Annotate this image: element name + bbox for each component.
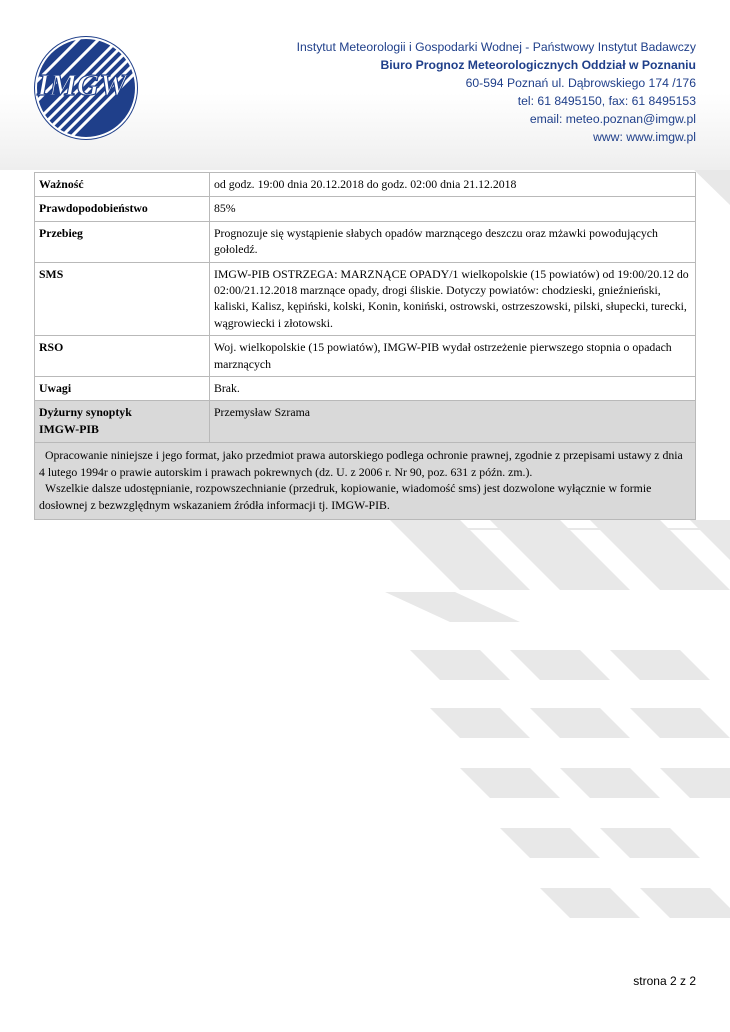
institute-header [297,38,696,146]
copyright-note [35,443,696,520]
imgw-logo [33,35,139,141]
remarks-label: Uwagi [35,377,210,401]
copyright-paragraph-2: Wszelkie dalsze udostępnianie, rozpowszechnianie (przedruk, kopiowanie, wiadomość sms) jest dozwolone wyłącznie w formie dosłownej z bezwzględnym wskazaniem źródła informacji tj. IMGW-PIB. [39,481,652,512]
table-row-sms [35,262,696,336]
duty-label [35,401,210,443]
sms-label: SMS [35,262,210,336]
course-value: Prognozuje się wystąpienie słabych opadów marznącego deszczu oraz mżawki powodujących gołoledź. [210,221,696,262]
office-address: 60-594 Poznań ul. Dąbrowskiego 174 /176 [465,76,696,90]
table-row-rso [35,336,696,377]
probability-label: Prawdopodobieństwo [35,197,210,221]
copyright-paragraph-1: Opracowanie niniejsze i jego format, jako przedmiot prawa autorskiego podlega ochronie prawnej, zgodnie z przepisami ustawy z dnia 4 lutego 1994r o prawie autorskim i prawach pokrewnych (dz. U. z 2006 r. Nr 90, poz. 631 z późn. zm.). [39,448,683,479]
office-phone: tel: 61 8495150, fax: 61 8495153 [517,94,696,108]
duty-value: Przemysław Szrama [210,401,696,443]
logo-text: IMGW [37,67,127,102]
table-row-remarks [35,377,696,401]
table-row-duty [35,401,696,443]
institute-name: Instytut Meteorologii i Gospodarki Wodnej - Państwowy Instytut Badawczy [296,40,696,54]
table-row-validity [35,173,696,197]
table-row-copyright [35,443,696,520]
table-row-course [35,221,696,262]
remarks-value: Brak. [210,377,696,401]
validity-value: od godz. 19:00 dnia 20.12.2018 do godz. 02:00 dnia 21.12.2018 [210,173,696,197]
warning-table [34,172,696,520]
validity-label: Ważność [35,173,210,197]
rso-label: RSO [35,336,210,377]
office-website[interactable]: www: www.imgw.pl [593,130,696,144]
sms-value: IMGW-PIB OSTRZEGA: MARZNĄCE OPADY/1 wielkopolskie (15 powiatów) od 19:00/20.12 do 02:00/21.12.2018 marznące opady, drogi śliskie. Dotyczy powiatów: chodzieski, gnieźnieński, kaliski, Kalisz, kępiński, kolski, Konin, koniński, ostrowski, ostrzeszowski, pilski, słupecki, turecki, wągrowiecki i złotowski. [210,262,696,336]
office-name: Biuro Prognoz Meteorologicznych Oddział w Poznaniu [380,58,696,72]
rso-value: Woj. wielkopolskie (15 powiatów), IMGW-PIB wydał ostrzeżenie pierwszego stopnia o opadach marznących [210,336,696,377]
table-row-probability [35,197,696,221]
page-number: strona 2 z 2 [633,974,696,988]
probability-value: 85% [210,197,696,221]
office-email[interactable]: email: meteo.poznan@imgw.pl [529,112,696,126]
duty-label-line1: Dyżurny synoptyk [39,405,132,420]
course-label: Przebieg [35,221,210,262]
duty-label-line2: IMGW-PIB [39,421,99,436]
